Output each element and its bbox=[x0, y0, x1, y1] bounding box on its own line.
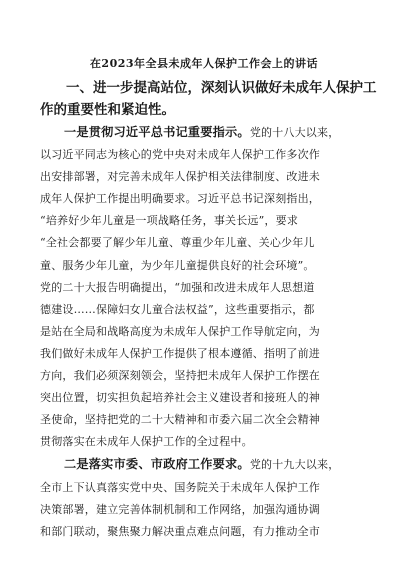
paragraph-line: 出安排部署，对完善未成年人保护相关法律制度、改进未 bbox=[40, 170, 320, 184]
paragraph-line: 我们做好未成年人保护工作提供了根本遵循、指明了前进 bbox=[40, 346, 320, 360]
paragraph-lead: 一是贯彻习近平总书记重要指示。 bbox=[64, 125, 250, 139]
paragraph-1 bbox=[40, 121, 368, 453]
paragraph-line: 贯彻落实在未成年人保护工作的全过程中。 bbox=[40, 435, 253, 449]
paragraph-line: 党的二十大报告明确提出，“加强和改进未成年人思想道 bbox=[40, 280, 315, 294]
paragraph-line: 童、服务少年儿童，为少年儿童提供良好的社会环境”。 bbox=[40, 258, 315, 272]
paragraph-line: 全市上下认真落实党中央、国务院关于未成年人保护工作 bbox=[40, 480, 320, 494]
section-heading-line-2: 作的重要性和紧迫性。 bbox=[40, 102, 175, 118]
paragraph-2 bbox=[40, 453, 368, 542]
paragraph-line-text: 党的十八大以来， bbox=[249, 126, 340, 139]
paragraph-line: 以习近平同志为核心的党中央对未成年人保护工作多次作 bbox=[40, 148, 320, 162]
paragraph-line: 决策部署，建立完善体制机制和工作网络，加强沟通协调 bbox=[40, 502, 320, 516]
paragraph-lead: 二是落实市委、市政府工作要求。 bbox=[64, 457, 250, 472]
paragraph-line: 是站在全局和战略高度为未成年人保护工作导航定向，为 bbox=[40, 324, 320, 338]
paragraph-line: “培养好少年儿童是一项战略任务，事关长远”，要求 bbox=[40, 214, 299, 228]
section-heading-line-1: 一、进一步提高站位，深刻认识做好未成年人保护工 bbox=[66, 80, 377, 96]
paragraph-line: 圣使命，坚持把党的二十大精神和市委六届二次全会精神 bbox=[40, 413, 320, 427]
paragraph-line: 突出位置，切实担负起培养社会主义建设者和接班人的神 bbox=[40, 391, 320, 405]
paragraph-line-text: 党的十九大以来， bbox=[249, 458, 340, 472]
paragraph-first-line bbox=[40, 453, 368, 476]
paragraph-line: 成年人保护工作提出明确要求。习近平总书记深刻指出， bbox=[40, 192, 320, 206]
paragraph-first-line bbox=[40, 121, 368, 144]
paragraph-line: 方向，我们必须深刻领会，坚持把未成年人保护工作摆在 bbox=[40, 369, 320, 383]
paragraph-line: “全社会都要了解少年儿童、尊重少年儿童、关心少年儿 bbox=[40, 236, 315, 250]
document-title: 在2023年全县未成年人保护工作会上的讲话 bbox=[89, 57, 319, 70]
paragraph-line: 和部门联动，聚焦聚力解决重点难点问题，有力推动全市 bbox=[40, 524, 320, 538]
paragraph-line: 德建设……保障妇女儿童合法权益”，这些重要指示，都 bbox=[40, 302, 315, 316]
